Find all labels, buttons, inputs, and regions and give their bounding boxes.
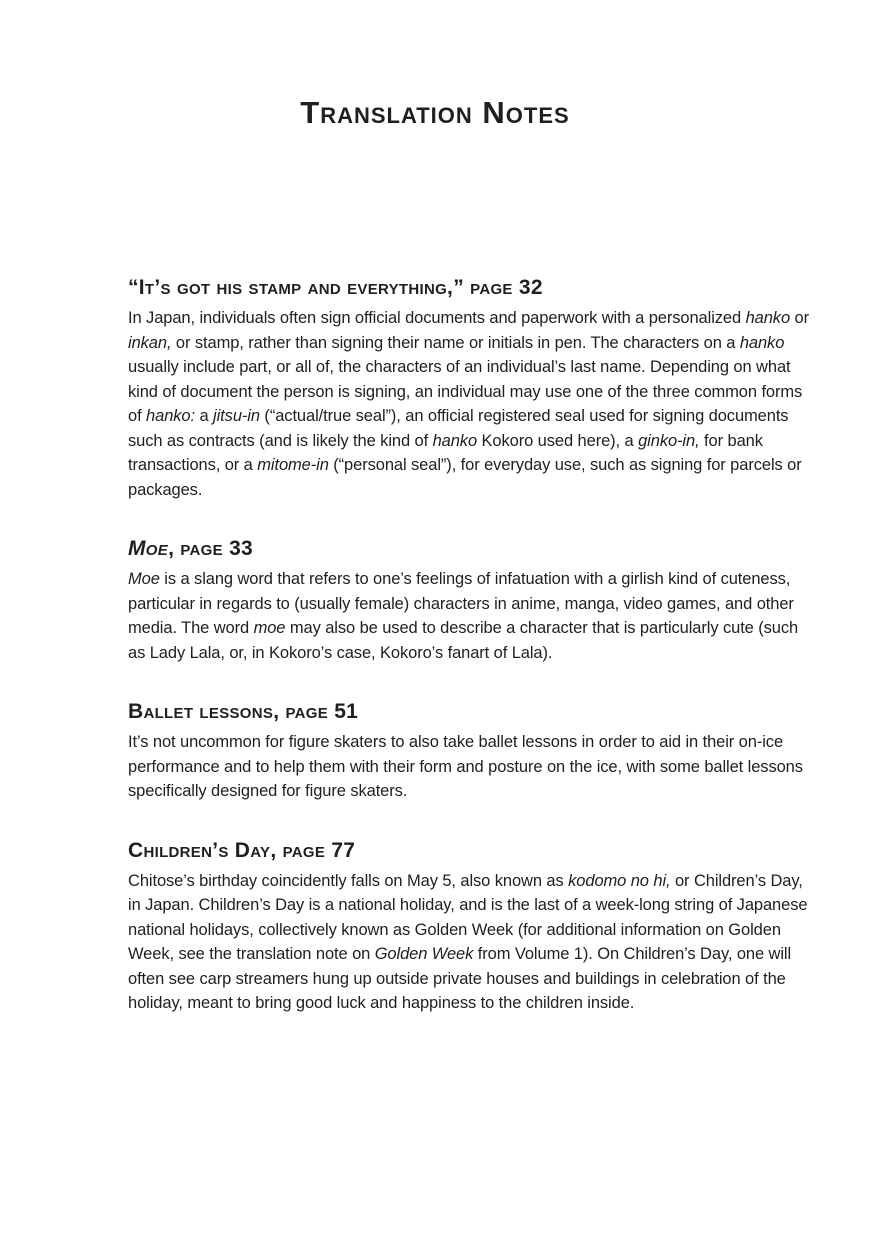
note-heading: Ballet lessons, page 51 bbox=[128, 700, 359, 723]
notes-sections bbox=[128, 275, 813, 1016]
note-paragraph: In Japan, individuals often sign official documents and paperwork with a personalized hanko or inkan, or stamp, rather than signing their name or initials in pen. The characters on a hanko usually include part, or all of, the characters of an individual’s last name. Depending on what kind of document the person is signing, an individual may use one of the three common forms of hanko: a jitsu-in (“actual/true seal”), an official registered seal used for signing documents such as contracts (and is likely the kind of hanko Kokoro used here), a ginko-in, for bank transactions, or a mitome-in (“personal seal”), for everyday use, such as signing for parcels or packages. bbox=[128, 309, 809, 499]
note-heading: Children’s Day, page 77 bbox=[128, 838, 356, 862]
note-section bbox=[128, 699, 813, 804]
note-section bbox=[128, 536, 813, 665]
note-section bbox=[128, 838, 813, 1016]
note-heading: Moe, page 33 bbox=[128, 537, 254, 560]
note-paragraph: Chitose’s birthday coincidently falls on May 5, also known as kodomo no hi, or Children’s Day, in Japan. Children’s Day is a national holiday, and is the last of a week-long string of Japanese national holidays, collectively known as Golden Week (for additional information on Golden Week, see the translation note on Golden Week from Volume 1). On Children’s Day, one will often see carp streamers hung up outside private houses and buildings in celebration of the holiday, meant to bring good luck and happiness to the children inside. bbox=[128, 871, 808, 1012]
note-paragraph: Moe is a slang word that refers to one’s feelings of infatuation with a girlish kind of cuteness, particular in regards to (usually female) characters in anime, manga, video games, and other media. The word moe may also be used to describe a character that is particularly cute (such as Lady Lala, or, in Kokoro’s case, Kokoro’s fanart of Lala). bbox=[128, 570, 799, 662]
note-paragraph: It’s not uncommon for figure skaters to also take ballet lessons in order to aid in their on-ice performance and to help them with their form and posture on the ice, with some ballet lessons specifically designed for figure skaters. bbox=[128, 733, 803, 800]
note-section bbox=[128, 275, 813, 502]
page-title: Translation Notes bbox=[300, 95, 570, 130]
note-heading: “It’s got his stamp and everything,” page 32 bbox=[128, 276, 543, 299]
